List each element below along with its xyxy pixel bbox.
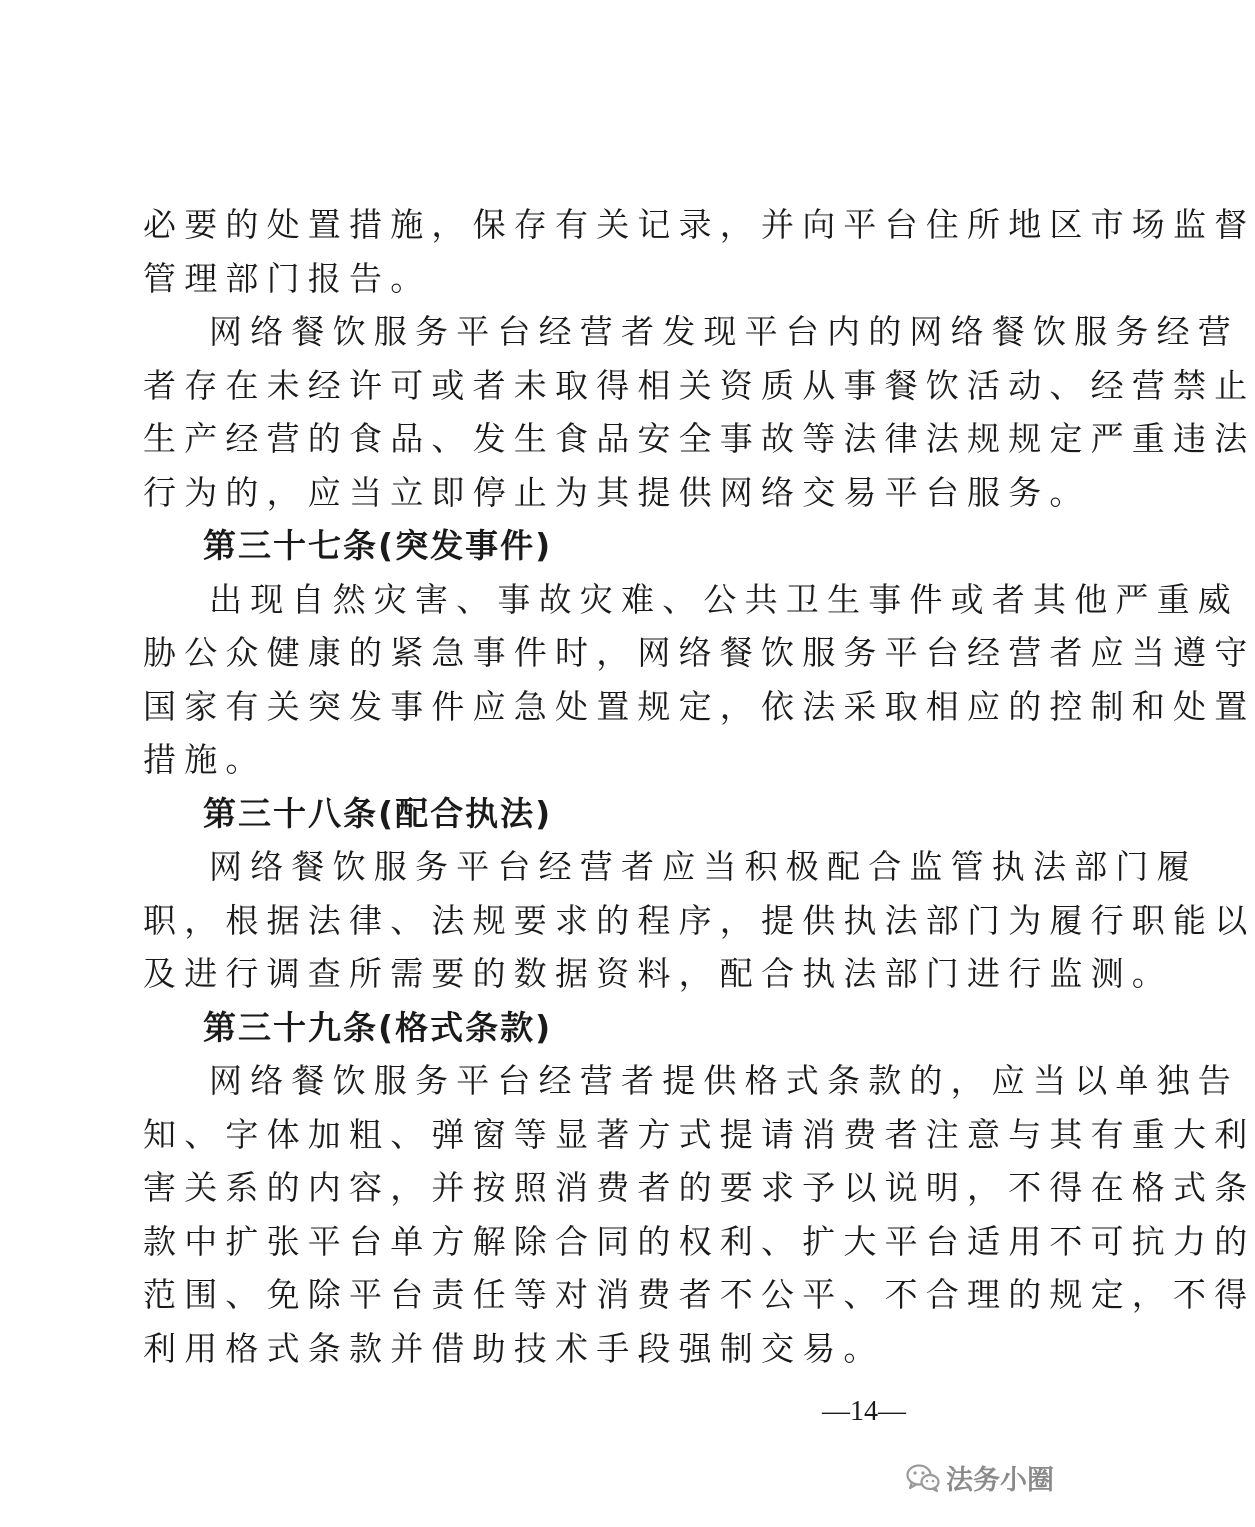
paragraph-start-line: 出现自然灾害、事故灾难、公共卫生事件或者其他严重威 <box>209 579 1239 619</box>
paragraph-start-line: 网络餐饮服务平台经营者提供格式条款的，应当以单独告 <box>209 1061 1239 1100</box>
body-line: 害关系的内容，并按照消费者的要求予以说明，不得在格式条 <box>143 1168 1255 1207</box>
body-line: 职，根据法律、法规要求的程序，提供执法部门为履行职能以 <box>143 900 1255 940</box>
page-number: —14— <box>822 1396 906 1427</box>
body-line: 行为的，应当立即停止为其提供网络交易平台服务。 <box>143 472 1091 512</box>
paragraph-start-line: 网络餐饮服务平台经营者应当积极配合监管执法部门履 <box>209 847 1198 886</box>
body-line: 范围、免除平台责任等对消费者不公平、不合理的规定，不得 <box>143 1275 1255 1314</box>
paragraph-start-line: 网络餐饮服务平台经营者发现平台内的网络餐饮服务经营 <box>209 312 1239 351</box>
article-heading-37: 第三十七条(突发事件) <box>203 526 553 565</box>
body-line: 管理部门报告。 <box>143 258 432 298</box>
body-line: 利用格式条款并借助技术手段强制交易。 <box>143 1328 885 1368</box>
body-line: 知、字体加粗、弹窗等显著方式提请消费者注意与其有重大利 <box>143 1114 1255 1154</box>
wechat-icon <box>906 1463 940 1493</box>
watermark-text: 法务小圈 <box>946 1465 1054 1496</box>
body-line: 款中扩张平台单方解除合同的权利、扩大平台适用不可抗力的 <box>143 1221 1255 1261</box>
document-body <box>143 198 1255 1375</box>
body-line: 措施。 <box>143 740 267 779</box>
watermark <box>906 1458 1054 1497</box>
body-line: 及进行调查所需要的数据资料，配合执法部门进行监测。 <box>143 954 1173 993</box>
body-line: 生产经营的食品、发生食品安全事故等法律法规规定严重违法 <box>143 419 1255 458</box>
body-line: 者存在未经许可或者未取得相关资质从事餐饮活动、经营禁止 <box>143 365 1255 405</box>
body-line: 必要的处置措施，保存有关记录，并向平台住所地区市场监督 <box>143 205 1255 244</box>
body-line: 胁公众健康的紧急事件时，网络餐饮服务平台经营者应当遵守 <box>143 633 1255 672</box>
article-heading-39: 第三十九条(格式条款) <box>203 1007 553 1047</box>
body-line: 国家有关突发事件应急处置规定，依法采取相应的控制和处置 <box>143 686 1255 726</box>
article-heading-38: 第三十八条(配合执法) <box>203 793 553 833</box>
